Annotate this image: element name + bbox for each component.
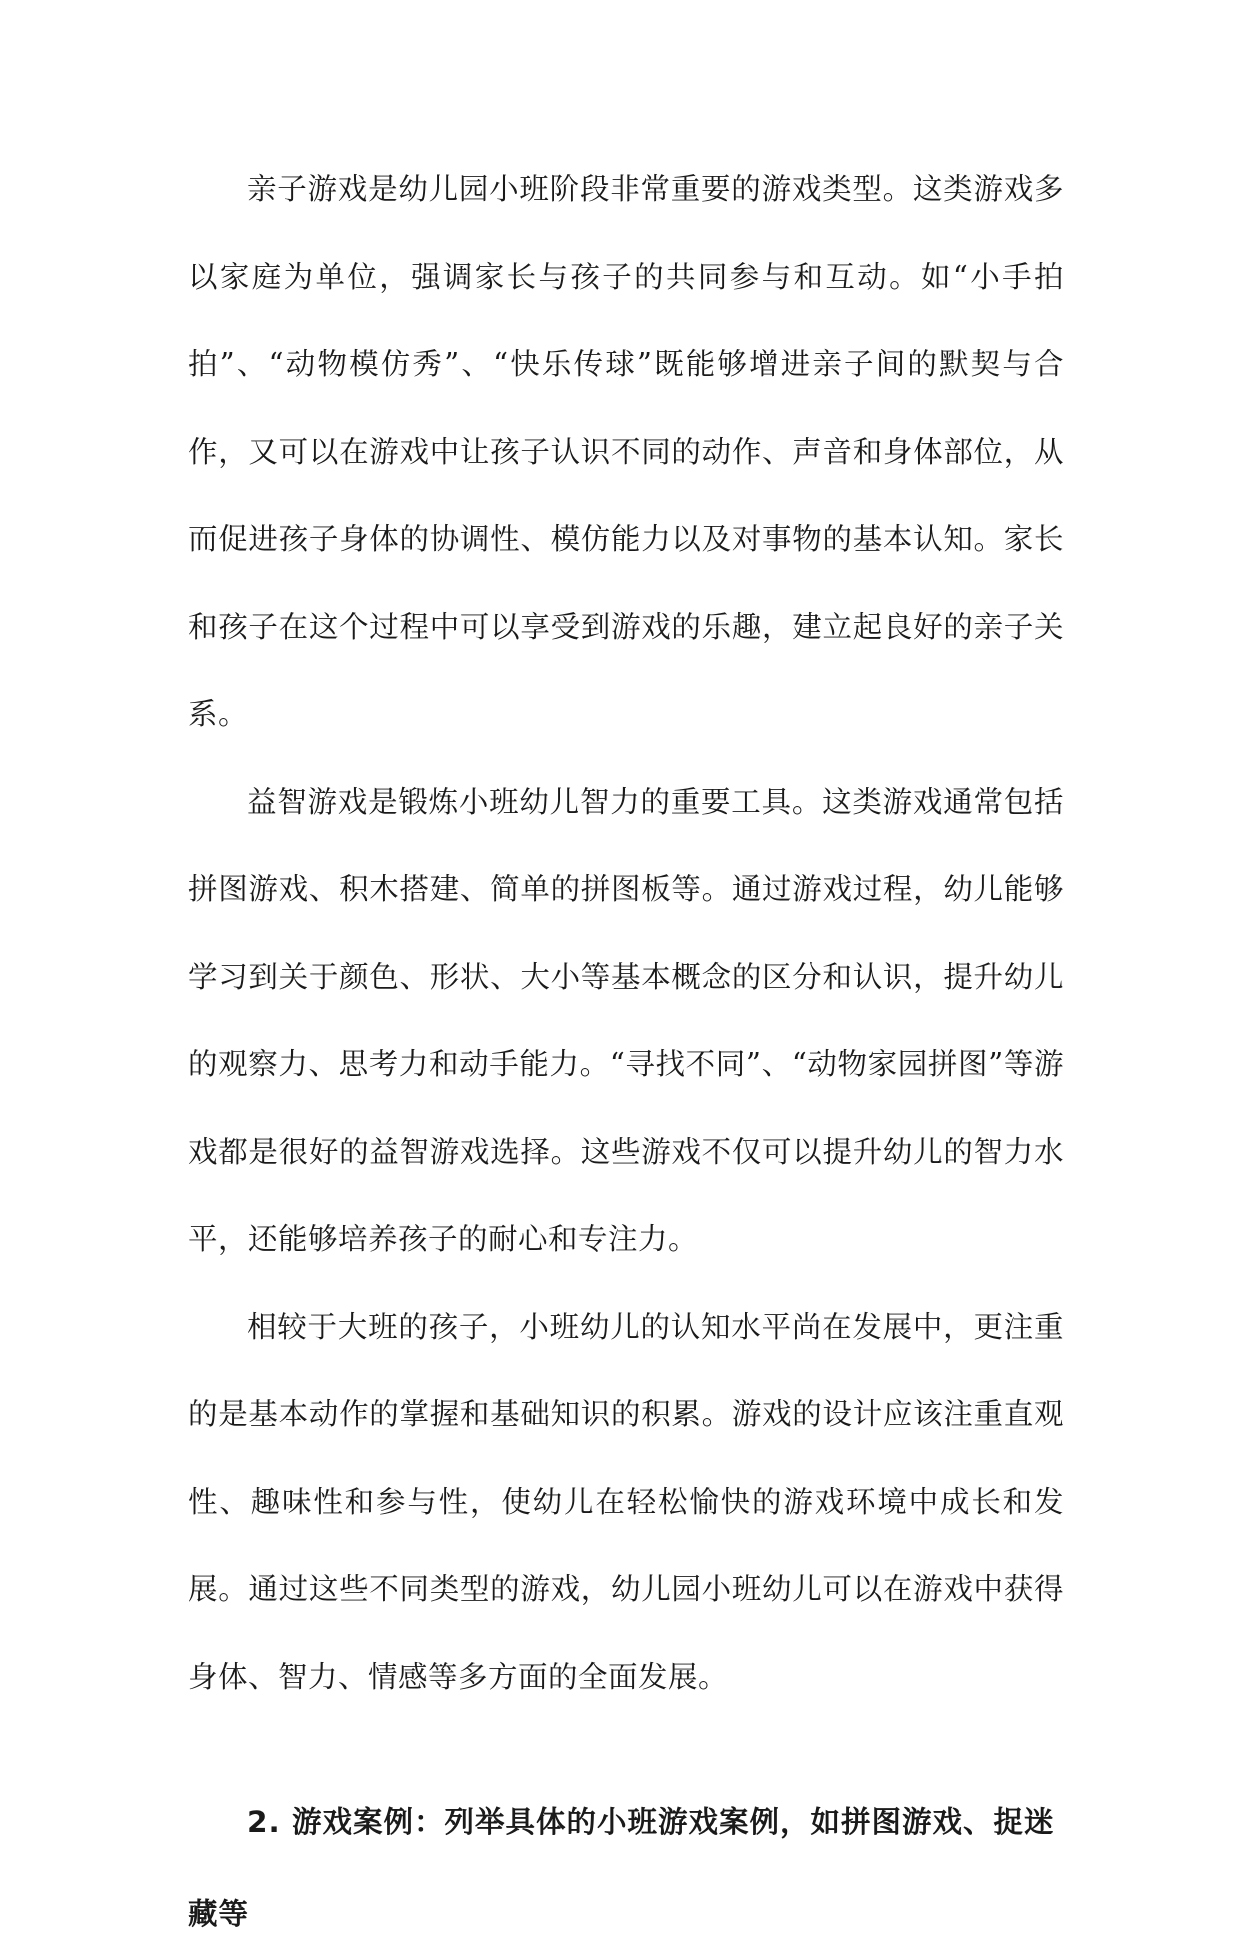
document-page [188,146,1064,1960]
paragraph-comparison: 相较于大班的孩子，小班幼儿的认知水平尚在发展中，更注重的是基本动作的掌握和基础知识的积累。游戏的设计应该注重直观性、趣味性和参与性，使幼儿在轻松愉快的游戏环境中成长和发展。通过这些不同类型的游戏，幼儿园小班幼儿可以在游戏中获得身体、智力、情感等多方面的全面发展。 [188,1309,1064,1694]
section-heading: 2. 游戏案例：列举具体的小班游戏案例，如拼图游戏、捉迷藏等 [188,1805,1055,1931]
paragraph-parent-child-games: 亲子游戏是幼儿园小班阶段非常重要的游戏类型。这类游戏多以家庭为单位，强调家长与孩子的共同参与和互动。如“小手拍拍”、“动物模仿秀”、“快乐传球”既能够增进亲子间的默契与合作，又可以在游戏中让孩子认识不同的动作、声音和身体部位，从而促进孩子身体的协调性、模仿能力以及对事物的基本认知。家长和孩子在这个过程中可以享受到游戏的乐趣，建立起良好的亲子关系。 [188,172,1064,731]
paragraph-puzzle-games: 益智游戏是锻炼小班幼儿智力的重要工具。这类游戏通常包括拼图游戏、积木搭建、简单的拼图板等。通过游戏过程，幼儿能够学习到关于颜色、形状、大小等基本概念的区分和认识，提升幼儿的观察力、思考力和动手能力。“寻找不同”、“动物家园拼图”等游戏都是很好的益智游戏选择。这些游戏不仅可以提升幼儿的智力水平，还能够培养孩子的耐心和专注力。 [188,784,1064,1256]
